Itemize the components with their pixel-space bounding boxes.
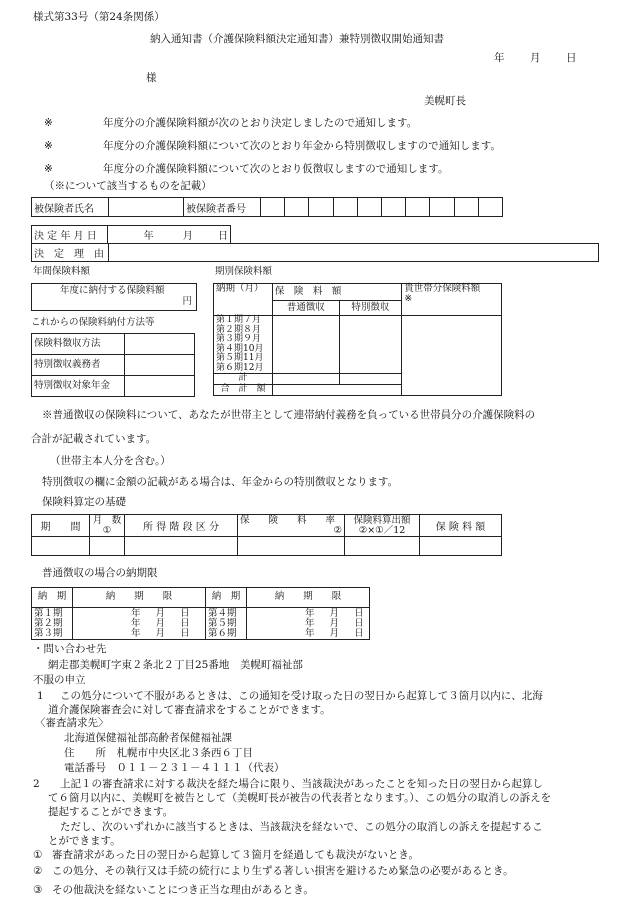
period-col-header: 納期（月）	[214, 284, 273, 316]
method-label: 特別徴収対象年金	[32, 376, 125, 397]
calc-cell[interactable]	[125, 537, 238, 556]
method-section-label: これからの保険料納付方法等	[31, 317, 155, 328]
calc-cell[interactable]	[32, 537, 90, 556]
deadline-section-label: 普通徴収の場合の納期限	[42, 567, 158, 579]
review-org: 北海道保健福祉部高齢者保健福祉課	[64, 732, 232, 744]
exception-number: ②	[33, 865, 43, 877]
decision-date-label: 決 定 年 月 日	[32, 226, 108, 244]
notice-text: 年度分の介護保険料額が次のとおり決定しましたので通知します。	[103, 117, 418, 129]
special-subtotal-cell[interactable]	[339, 374, 402, 385]
insured-number-label: 被保険者番号	[184, 198, 261, 217]
insured-number-digit[interactable]	[478, 198, 502, 217]
calc-months-label: 月 数	[92, 514, 122, 526]
calc-amount-label: 保険料算出額	[353, 514, 411, 526]
calc-cell[interactable]	[90, 537, 125, 556]
insured-number-digit[interactable]	[406, 198, 430, 217]
annual-premium-box[interactable]	[31, 283, 197, 311]
calc-months-header	[90, 515, 125, 537]
appeal2-line: て６箇月以内に、美幌町を被告として（美幌町長が被告の代表者となります。）、この処分の取消しの訴えを	[48, 792, 552, 804]
notice-hint: （※について該当するものを記載）	[44, 180, 212, 192]
household-col-label: 貴世帯分保険料額	[404, 283, 481, 294]
decision-date-field[interactable]	[107, 226, 230, 244]
calc-income-header: 所 得 階 段 区 分	[125, 515, 238, 537]
normal-amount-cell[interactable]	[272, 316, 339, 374]
notice-mark: ※	[44, 140, 53, 152]
exception-text: この処分、その執行又は手続の続行により生ずる著しい損害を避けるため緊急の必要があるとき。	[52, 865, 514, 877]
review-tel: 電話番号 ０１１－２３１－４１１１（代表）	[64, 762, 285, 774]
insured-table	[31, 197, 503, 217]
appeal2-line: 提起することができます。	[48, 806, 174, 818]
calc-cell[interactable]	[420, 537, 502, 556]
calc-cell[interactable]	[238, 537, 345, 556]
deadline-period: 第４期	[208, 607, 237, 619]
period-item: 第１期７月	[216, 315, 262, 325]
deadline-period: 第２期	[34, 617, 63, 629]
review-dest-label: 〈審査請求先〉	[35, 717, 109, 729]
appeal1-line: 道介護保険審査会に対して審査請求をすることができます。	[48, 704, 331, 716]
notice-mark: ※	[44, 163, 53, 175]
form-number: 様式第33号（第24条関係）	[33, 11, 165, 23]
issuer: 美幌町長	[424, 95, 466, 107]
amount-col-header: 保 険 料 額	[272, 284, 401, 301]
household-note: ※普通徴収の保険料について、あなたが世帯主として連帯納付義務を負っている世帯員分の介護保険料の	[42, 409, 536, 421]
total-amount-cell[interactable]	[272, 385, 401, 396]
yen-unit: 円	[182, 296, 192, 307]
period-item: 第５期11月	[216, 353, 264, 363]
normal-subtotal-cell[interactable]	[272, 374, 339, 385]
calc-premium-header: 保 険 料 額	[420, 515, 502, 537]
appeal2-line: 上記１の審査請求に対する裁決を経た場合に限り、当該裁決があったことを知った日の翌日から起算し	[60, 778, 543, 790]
period-item: 第４期10月	[216, 343, 264, 354]
period-list	[214, 316, 273, 374]
decision-date-year-unit: 年	[143, 231, 154, 242]
insured-number-digit[interactable]	[430, 198, 454, 217]
insured-number-digit[interactable]	[333, 198, 357, 217]
calc-period-header: 期 間	[32, 515, 90, 537]
appeal-title: 不服の申立	[33, 674, 86, 686]
special-collection-note: 特別徴収の欄に金額の記載がある場合は、年金からの特別徴収となります。	[42, 476, 399, 488]
deadline-period: 第１期	[34, 607, 63, 619]
method-label: 特別徴収義務者	[32, 355, 125, 376]
decision-date-table	[31, 225, 231, 244]
calc-months-mark: ①	[102, 524, 112, 536]
notice-text: 年度分の介護保険料額について次のとおり仮徴収しますので通知します。	[103, 163, 449, 175]
calc-rate-header	[238, 515, 345, 537]
deadline-col-date: 納 期 限	[73, 588, 206, 608]
deadline-col-period: 納 期	[32, 588, 73, 608]
deadline-period-list	[206, 608, 247, 640]
appeal1-number: 1	[37, 690, 44, 702]
period-item: 第６期12月	[216, 362, 264, 373]
appeal2-line: とができます。	[48, 835, 121, 847]
household-note-paren: （世帯主本人分を含む。）	[50, 455, 171, 467]
period-item: 第３期９月	[216, 334, 262, 344]
deadline-col-period: 納 期	[206, 588, 247, 608]
decision-reason-field[interactable]	[109, 244, 599, 262]
insured-name-field[interactable]	[109, 198, 184, 217]
method-value[interactable]	[125, 376, 195, 397]
household-amount-cell[interactable]	[402, 316, 502, 396]
appeal2-line: ただし、次のいずれかに該当するときは、当該裁決を経ないで、この処分の取消しの訴えを提起するこ	[60, 821, 543, 833]
deadline-period: 第５期	[208, 617, 237, 629]
period-section-label: 期別保険料額	[215, 266, 273, 277]
calc-rate-mark: ②	[333, 524, 342, 536]
date-year: 年	[494, 52, 505, 64]
special-amount-cell[interactable]	[339, 316, 402, 374]
method-table	[31, 333, 195, 397]
exception-number: ①	[33, 849, 43, 861]
insured-number-digit[interactable]	[261, 198, 285, 217]
normal-col-header: 普通徴収	[272, 301, 339, 316]
deadline-period-list	[32, 608, 73, 640]
special-col-header: 特別徴収	[339, 301, 402, 316]
annual-section-label: 年間保険料額	[33, 266, 91, 277]
deadline-date-list[interactable]: 年 月 日 年 月 日 年 月 日	[247, 608, 370, 640]
period-table	[213, 283, 502, 396]
deadline-table	[31, 587, 370, 640]
subtotal-label: 計	[214, 374, 273, 385]
exception-number: ③	[33, 884, 43, 896]
insured-name-label: 被保険者氏名	[32, 198, 109, 217]
date-day: 日	[566, 52, 577, 64]
appeal2-number: 2	[33, 778, 40, 790]
decision-reason-table	[31, 243, 599, 262]
deadline-period: 第６期	[208, 627, 237, 639]
calc-section-label: 保険料算定の基礎	[42, 496, 126, 508]
calc-table	[31, 514, 502, 556]
notice-text: 年度分の介護保険料額について次のとおり年金から特別徴収しますので通知します。	[103, 140, 501, 152]
addressee-suffix: 様	[146, 72, 157, 84]
period-item: 第２期８月	[216, 324, 262, 335]
method-value[interactable]	[125, 334, 195, 355]
insured-number-digit[interactable]	[309, 198, 333, 217]
household-note-cont: 合計が記載されています。	[31, 433, 157, 445]
notice-mark: ※	[44, 117, 53, 129]
calc-rate-label: 保 険 料 率	[240, 514, 336, 526]
deadline-period: 第３期	[34, 627, 63, 639]
insured-number-digit[interactable]	[285, 198, 309, 217]
exception-text: 審査請求があった日の翌日から起算して３箇月を経過しても裁決がないとき。	[52, 849, 419, 861]
appeal1-line: この処分について不服があるときは、この通知を受け取った日の翌日から起算して３箇月以内に、北海	[60, 690, 543, 702]
insured-number-digit[interactable]	[357, 198, 381, 217]
deadline-col-date: 納 期 限	[247, 588, 370, 608]
household-col-header	[402, 284, 502, 316]
method-value[interactable]	[125, 355, 195, 376]
decision-reason-label: 決 定 理 由	[32, 244, 109, 262]
decision-date-day-unit: 日	[218, 231, 228, 242]
calc-amount-header	[345, 515, 420, 537]
decision-date-month-unit: 月	[182, 231, 193, 242]
deadline-date-list[interactable]: 年 月 日 年 月 日 年 月 日	[73, 608, 206, 640]
total-label: 合 計 額	[214, 385, 273, 396]
document-title: 納入通知書（介護保険料額決定通知書）兼特別徴収開始通知書	[150, 33, 444, 45]
household-mark: ※	[404, 293, 413, 305]
contact-label: ・問い合わせ先	[33, 643, 107, 655]
exception-text: その他裁決を経ないことにつき正当な理由があるとき。	[52, 884, 314, 896]
annual-pay-label: 年度に納付する保険料額	[60, 285, 165, 296]
insured-number-digit[interactable]	[381, 198, 405, 217]
date-month: 月	[530, 52, 541, 64]
calc-formula: ②×①／12	[358, 524, 406, 536]
insured-number-digit[interactable]	[454, 198, 478, 217]
calc-cell[interactable]	[345, 537, 420, 556]
contact-address: 網走郡美幌町字東２条北２丁目25番地 美幌町福祉部	[48, 659, 303, 671]
review-address: 住 所 札幌市中央区北３条西６丁目	[64, 747, 253, 759]
method-label: 保険料徴収方法	[32, 334, 125, 355]
